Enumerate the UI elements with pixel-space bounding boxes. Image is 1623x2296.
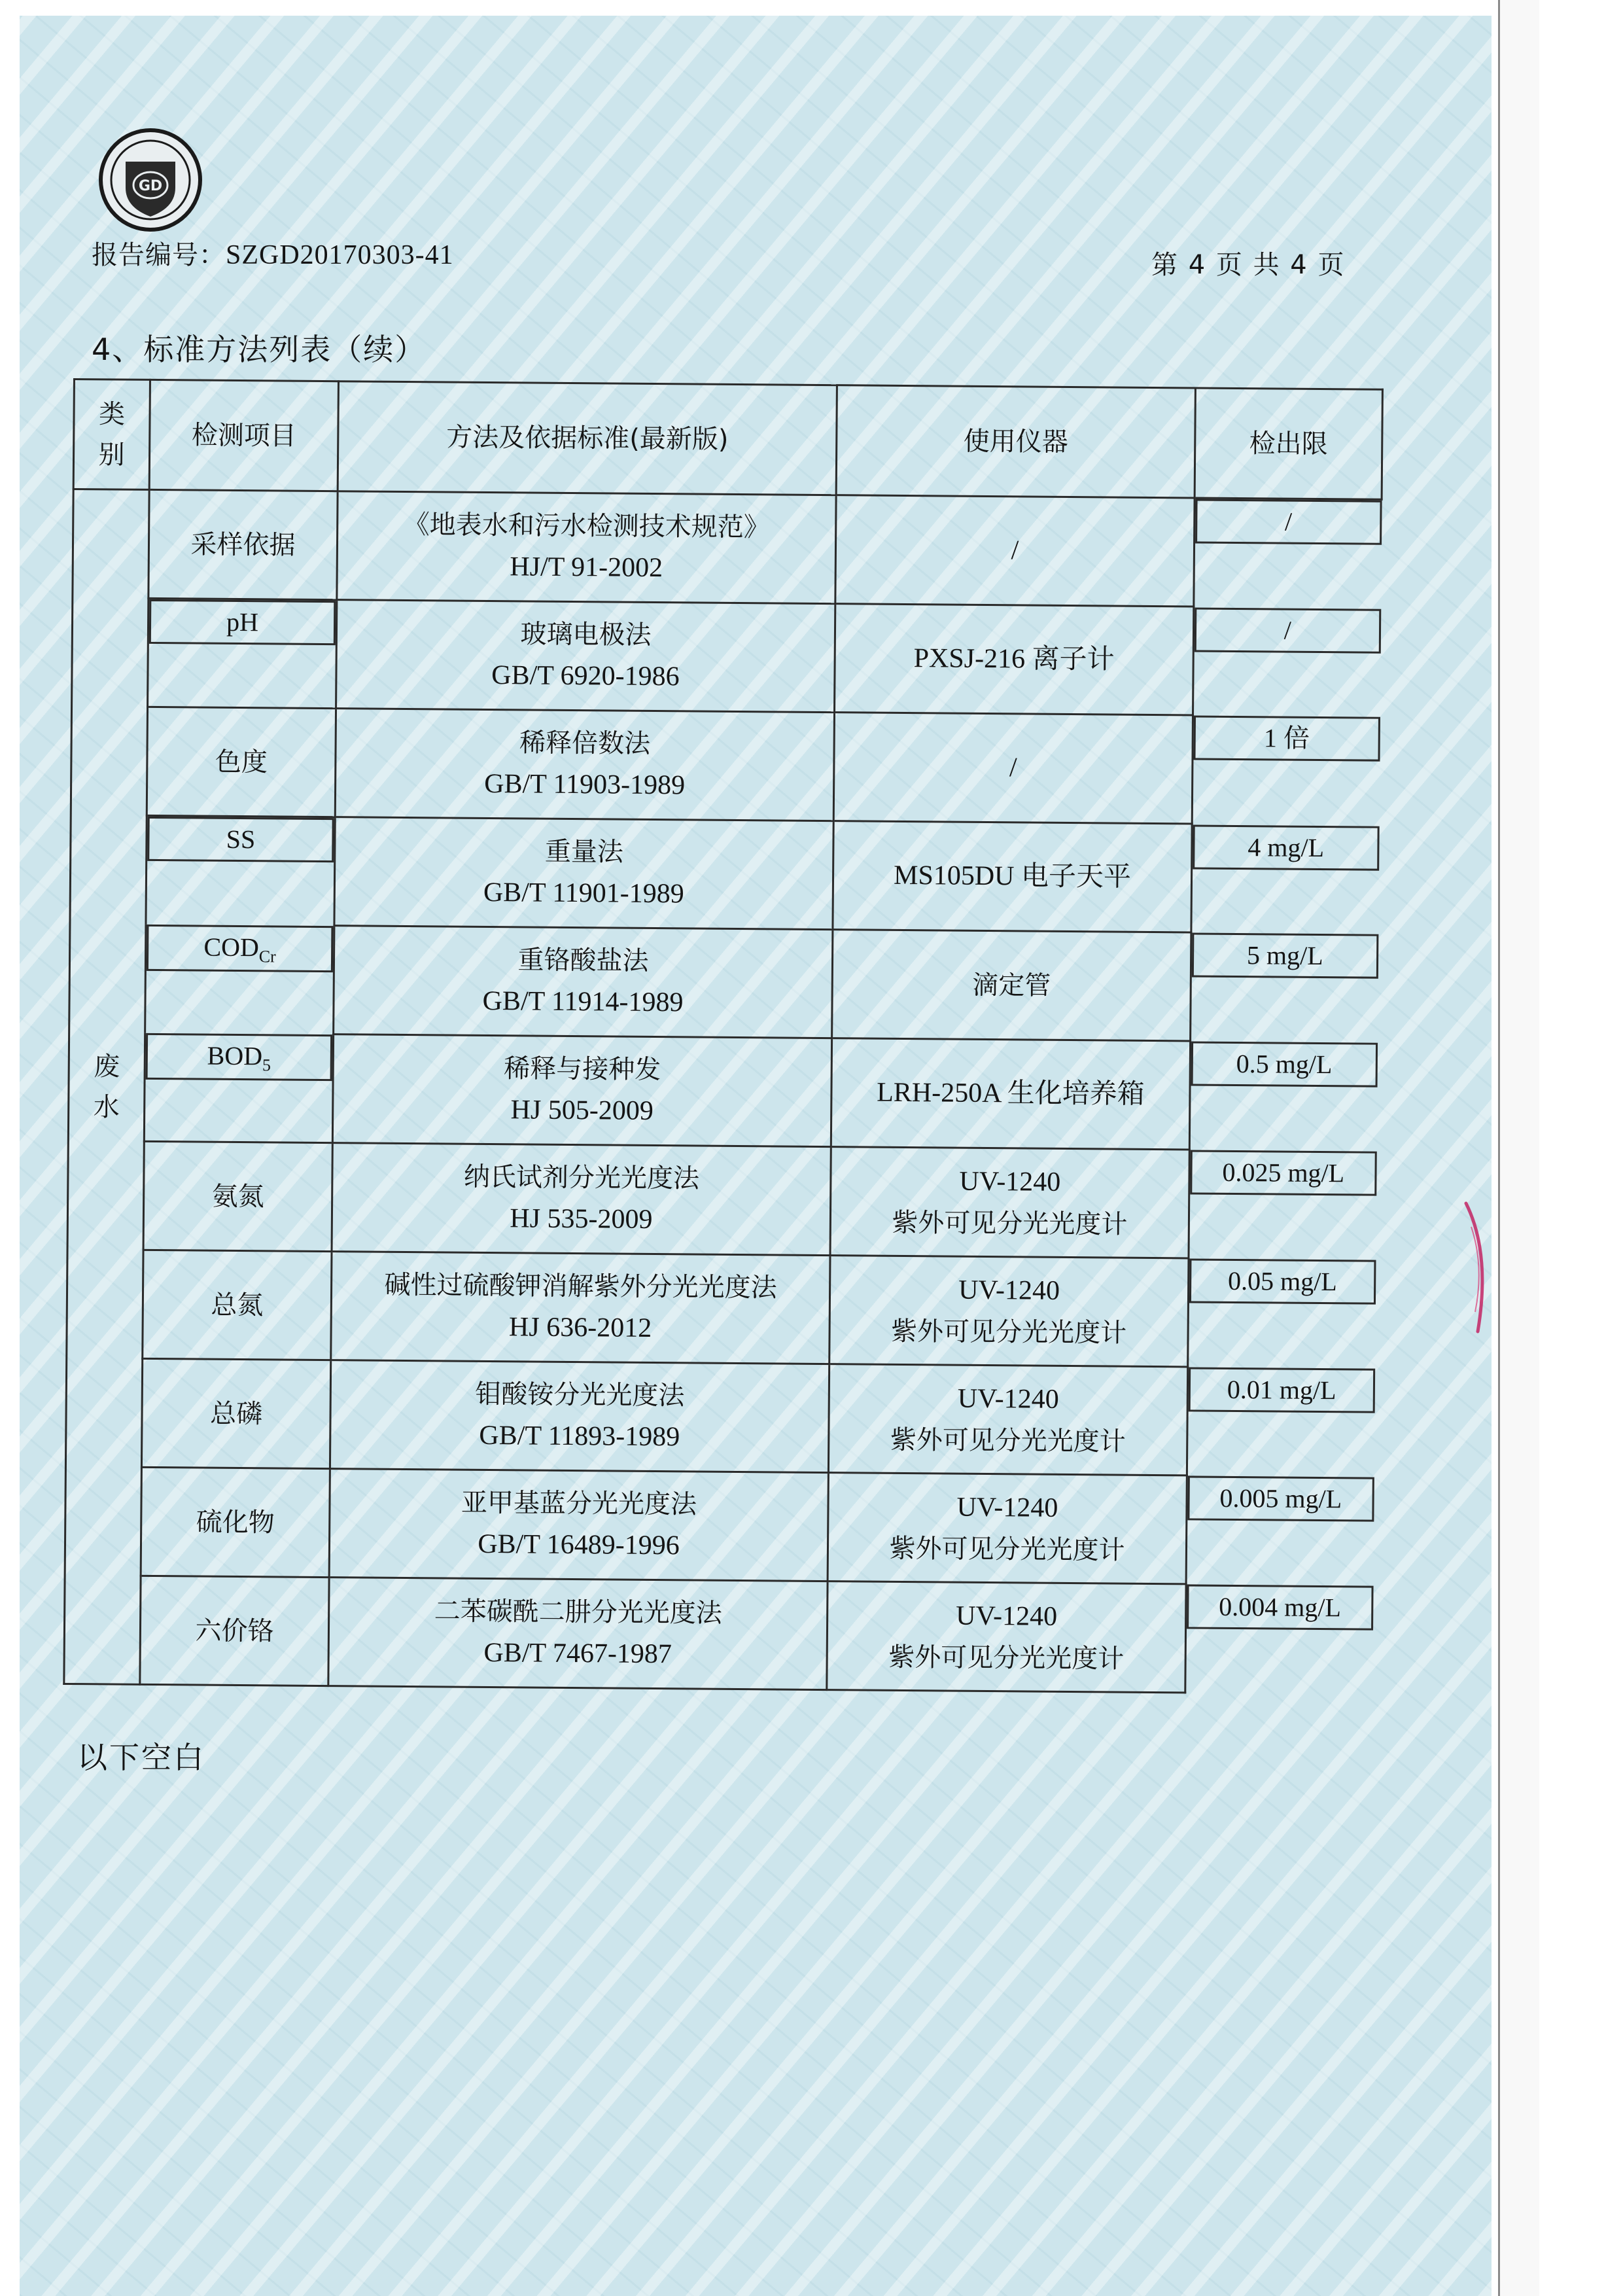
limit-cell: 0.05 mg/L — [1189, 1258, 1376, 1304]
method-name: 《地表水和污水检测技术规范》 — [403, 509, 770, 543]
limit-cell: 0.005 mg/L — [1187, 1475, 1374, 1521]
limit-cell: / — [1195, 607, 1381, 653]
method-name: 二苯碳酰二肼分光光度法 — [434, 1596, 722, 1629]
instrument-cell — [830, 1147, 1189, 1258]
instrument-name: / — [1009, 752, 1017, 783]
instrument-name: UV-1240 — [956, 1492, 1058, 1523]
instrument-type: 紫外可见分光光度计 — [888, 1642, 1125, 1674]
method-cell — [334, 926, 833, 1038]
instrument-type: 紫外可见分光光度计 — [890, 1316, 1127, 1349]
instrument-cell — [832, 930, 1191, 1041]
instrument-cell — [835, 495, 1195, 607]
header-limit: 检出限 — [1195, 388, 1382, 499]
item-cell: 氨氮 — [143, 1141, 332, 1251]
category-line2: 水 — [93, 1091, 120, 1123]
method-name: 玻璃电极法 — [520, 619, 652, 650]
instrument-cell — [831, 1038, 1190, 1150]
method-standard: HJ 636-2012 — [508, 1312, 652, 1343]
table-row — [71, 706, 1380, 825]
item-cell: pH — [149, 599, 336, 645]
header-item: 检测项目 — [149, 380, 338, 491]
table-row — [70, 815, 1379, 934]
item-cell: SS — [147, 817, 334, 862]
item-cell: 总磷 — [141, 1358, 330, 1468]
item-subscript: Cr — [258, 946, 276, 966]
table-row — [64, 1575, 1373, 1694]
header-category — [73, 380, 150, 490]
method-name: 稀释倍数法 — [519, 728, 651, 759]
item-cell: 六价铬 — [140, 1576, 329, 1686]
method-cell — [332, 1034, 831, 1147]
limit-cell: 5 mg/L — [1192, 932, 1378, 978]
table-row — [67, 1249, 1376, 1368]
instrument-cell — [833, 713, 1193, 824]
table-row — [69, 923, 1378, 1042]
method-cell — [335, 709, 834, 821]
instrument-name: PXSJ-216 离子计 — [913, 643, 1115, 675]
instrument-name: UV-1240 — [956, 1600, 1058, 1632]
limit-cell: 4 mg/L — [1193, 824, 1379, 870]
method-cell — [331, 1252, 830, 1364]
limit-cell: 0.5 mg/L — [1191, 1041, 1378, 1087]
instrument-name: LRH-250A 生化培养箱 — [877, 1077, 1145, 1110]
header-category-line2: 别 — [98, 439, 125, 470]
item-cell — [146, 1033, 333, 1081]
method-standard: GB/T 11914-1989 — [482, 985, 684, 1018]
method-name: 稀释与接种发 — [504, 1053, 661, 1086]
red-stamp-edge-icon — [1462, 1201, 1495, 1338]
instrument-name: UV-1240 — [957, 1383, 1059, 1415]
method-standard: GB/T 11893-1989 — [479, 1420, 680, 1453]
instrument-name: 滴定管 — [972, 970, 1051, 1001]
method-name: 钼酸铵分光光度法 — [475, 1379, 685, 1411]
table-row — [67, 1140, 1376, 1260]
item-cell: 硫化物 — [141, 1467, 330, 1577]
limit-cell: 0.01 mg/L — [1189, 1367, 1375, 1413]
table-row — [72, 598, 1381, 717]
method-standard: GB/T 6920-1986 — [491, 660, 680, 692]
method-name: 碱性过硫酸钾消解紫外分光光度法 — [384, 1269, 777, 1303]
limit-cell: 1 倍 — [1193, 715, 1380, 761]
section-title: 4、标准方法列表（续） — [92, 332, 427, 367]
item-main: BOD — [207, 1040, 263, 1070]
instrument-cell — [833, 821, 1192, 932]
item-cell — [147, 924, 334, 972]
header-category-line1: 类 — [98, 398, 126, 430]
instrument-type: 紫外可见分光光度计 — [889, 1533, 1125, 1566]
instrument-cell — [835, 604, 1194, 715]
method-standard: HJ/T 91-2002 — [510, 552, 663, 584]
method-cell — [328, 1578, 828, 1690]
instrument-name: UV-1240 — [959, 1166, 1061, 1197]
item-cell: 采样依据 — [148, 489, 338, 599]
table-row — [68, 1032, 1377, 1151]
instrument-name: / — [1011, 535, 1019, 566]
instrument-cell — [829, 1256, 1189, 1367]
method-name: 纳氏试剂分光光度法 — [463, 1161, 700, 1194]
method-standard: HJ 505-2009 — [510, 1095, 654, 1126]
item-cell: 色度 — [147, 707, 336, 817]
method-standard: GB/T 11901-1989 — [483, 877, 684, 910]
method-name: 重量法 — [544, 836, 624, 868]
report-number — [92, 234, 454, 272]
limit-cell: / — [1195, 499, 1382, 544]
page-indicator: 第 4 页 共 4 页 — [1151, 250, 1346, 280]
method-cell — [330, 1360, 829, 1473]
method-standard: HJ 535-2009 — [510, 1203, 653, 1235]
table-row — [65, 1466, 1374, 1585]
method-standard: GB/T 16489-1996 — [478, 1528, 680, 1561]
method-cell — [329, 1469, 828, 1581]
blank-below-note: 以下空白 — [77, 1740, 205, 1775]
table-row — [73, 489, 1382, 609]
instrument-cell — [828, 1473, 1187, 1584]
category-cell — [64, 489, 149, 1685]
limit-cell: 0.025 mg/L — [1190, 1150, 1376, 1195]
method-name: 重铬酸盐法 — [517, 945, 649, 976]
header-instrument: 使用仪器 — [836, 385, 1195, 498]
item-main: COD — [203, 932, 260, 962]
report-number-label: 报告编号： — [92, 240, 226, 270]
table-header-row — [73, 380, 1382, 500]
page-edge — [1498, 0, 1539, 2296]
method-cell — [334, 817, 833, 930]
instrument-cell — [827, 1581, 1186, 1693]
method-cell — [337, 491, 836, 604]
instrument-name: UV-1240 — [958, 1275, 1060, 1306]
method-standard: GB/T 7467-1987 — [483, 1637, 672, 1670]
category-line1: 废 — [94, 1051, 120, 1082]
table-row — [65, 1358, 1374, 1477]
instrument-cell — [828, 1364, 1187, 1475]
item-cell: 总氮 — [143, 1250, 332, 1360]
seal-logo-icon — [98, 128, 203, 232]
method-name: 亚甲基蓝分光光度法 — [461, 1487, 697, 1520]
instrument-name: MS105DU 电子天平 — [893, 860, 1132, 892]
standard-methods-table — [63, 378, 1384, 1695]
instrument-type: 紫外可见分光光度计 — [890, 1424, 1126, 1457]
instrument-type: 紫外可见分光光度计 — [892, 1207, 1128, 1240]
method-standard: GB/T 11903-1989 — [484, 768, 686, 801]
limit-cell: 0.004 mg/L — [1187, 1584, 1373, 1630]
header-method: 方法及依据标准(最新版) — [338, 381, 837, 495]
logo-text: GD — [138, 178, 163, 194]
method-cell — [332, 1143, 831, 1256]
item-subscript: 5 — [262, 1055, 271, 1074]
report-number-value: SZGD20170303-41 — [226, 240, 454, 270]
method-cell — [336, 600, 835, 713]
